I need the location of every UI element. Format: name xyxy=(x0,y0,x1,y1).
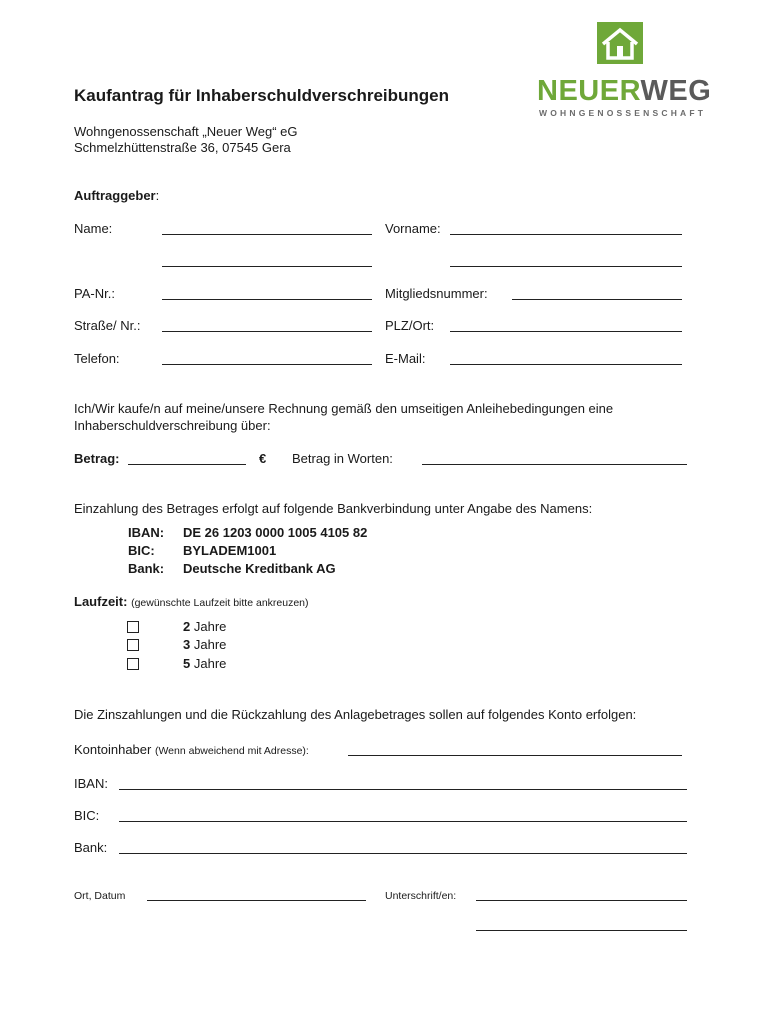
iban-label: IBAN: xyxy=(128,525,165,540)
option-3-jahre xyxy=(183,637,226,652)
option-5-jahre xyxy=(183,656,226,671)
purchase-line-2: Inhaberschuldverschreibung über: xyxy=(74,418,271,433)
kontoinhaber-field[interactable] xyxy=(348,755,682,756)
option-3-unit: Jahre xyxy=(193,637,227,652)
option-2-num: 2 xyxy=(183,619,191,634)
email-field[interactable] xyxy=(450,364,682,365)
option-3-num: 3 xyxy=(183,637,191,652)
betrag-field[interactable] xyxy=(128,464,246,465)
bank-value: Deutsche Kreditbank AG xyxy=(183,561,336,576)
betrag-worten-field[interactable] xyxy=(422,464,687,465)
kontoinhaber-label: Kontoinhaber xyxy=(74,742,152,757)
laufzeit-label: Laufzeit: xyxy=(74,594,128,609)
name-field[interactable] xyxy=(162,234,372,235)
logo-subline: WOHNGENOSSENSCHAFT xyxy=(539,108,707,118)
house-icon xyxy=(597,22,643,64)
strasse-field[interactable] xyxy=(162,331,372,332)
pa-nr-label: PA-Nr.: xyxy=(74,286,115,301)
unterschrift-label: Unterschrift/en: xyxy=(385,890,457,902)
bic-label: BIC: xyxy=(128,543,155,558)
unterschrift-field-2[interactable] xyxy=(476,930,687,931)
telefon-field[interactable] xyxy=(162,364,372,365)
page-title: Kaufantrag für Inhaberschuldverschreibungen xyxy=(74,86,450,105)
vorname-field[interactable] xyxy=(450,234,682,235)
bic-value: BYLADEM1001 xyxy=(183,543,277,558)
payout-bic-field[interactable] xyxy=(119,821,687,822)
payout-bic-label: BIC: xyxy=(74,808,100,823)
option-2-unit: Jahre xyxy=(193,619,227,634)
option-5-unit: Jahre xyxy=(193,656,227,671)
name-label: Name: xyxy=(74,221,113,236)
plz-ort-field[interactable] xyxy=(450,331,682,332)
payout-intro: Die Zinszahlungen und die Rückzahlung des Anlagebetrages sollen auf folgendes Konto erfolgen: xyxy=(74,707,637,722)
logo-wordmark xyxy=(537,75,711,108)
bank-label: Bank: xyxy=(128,561,165,576)
pa-nr-field[interactable] xyxy=(162,299,372,300)
currency-symbol: € xyxy=(259,451,267,466)
ort-datum-label: Ort, Datum xyxy=(74,890,126,902)
laufzeit-heading xyxy=(74,594,309,609)
betrag-label: Betrag: xyxy=(74,451,120,466)
payout-bank-field[interactable] xyxy=(119,853,687,854)
plz-ort-label: PLZ/Ort: xyxy=(385,318,435,333)
option-5-num: 5 xyxy=(183,656,191,671)
mitgliedsnummer-field[interactable] xyxy=(512,299,682,300)
auftraggeber-colon: : xyxy=(155,188,160,203)
vorname-label: Vorname: xyxy=(385,221,441,236)
iban-value: DE 26 1203 0000 1005 4105 82 xyxy=(183,525,368,540)
purchase-line-1: Ich/Wir kaufe/n auf meine/unsere Rechnung gemäß den umseitigen Anleihebedingungen eine xyxy=(74,401,614,416)
kontoinhaber-label-group xyxy=(74,742,309,757)
option-2-jahre xyxy=(183,619,226,634)
email-label: E-Mail: xyxy=(385,351,426,366)
address-line-2: Schmelzhüttenstraße 36, 07545 Gera xyxy=(74,140,291,155)
vorname-field-2[interactable] xyxy=(450,266,682,267)
kontoinhaber-hint: (Wenn abweichend mit Adresse): xyxy=(154,745,309,757)
auftraggeber-heading: Auftraggeber xyxy=(74,188,156,203)
checkbox-2-jahre[interactable] xyxy=(127,621,139,633)
logo-word-weg: WEG xyxy=(640,75,712,107)
unterschrift-field[interactable] xyxy=(476,900,687,901)
mitgliedsnummer-label: Mitgliedsnummer: xyxy=(385,286,488,301)
ort-datum-field[interactable] xyxy=(147,900,366,901)
strasse-label: Straße/ Nr.: xyxy=(74,318,141,333)
payout-iban-field[interactable] xyxy=(119,789,687,790)
payment-intro: Einzahlung des Betrages erfolgt auf folgende Bankverbindung unter Angabe des Namens: xyxy=(74,501,593,516)
section-auftraggeber xyxy=(74,188,159,203)
name-field-2[interactable] xyxy=(162,266,372,267)
payout-bank-label: Bank: xyxy=(74,840,108,855)
logo-word-neuer: NEUER xyxy=(537,75,641,107)
payout-iban-label: IBAN: xyxy=(74,776,108,791)
laufzeit-hint: (gewünschte Laufzeit bitte ankreuzen) xyxy=(131,597,309,609)
betrag-worten-label: Betrag in Worten: xyxy=(292,451,393,466)
checkbox-3-jahre[interactable] xyxy=(127,639,139,651)
address-line-1: Wohngenossenschaft „Neuer Weg“ eG xyxy=(74,124,298,139)
telefon-label: Telefon: xyxy=(74,351,120,366)
logo xyxy=(537,22,712,122)
checkbox-5-jahre[interactable] xyxy=(127,658,139,670)
